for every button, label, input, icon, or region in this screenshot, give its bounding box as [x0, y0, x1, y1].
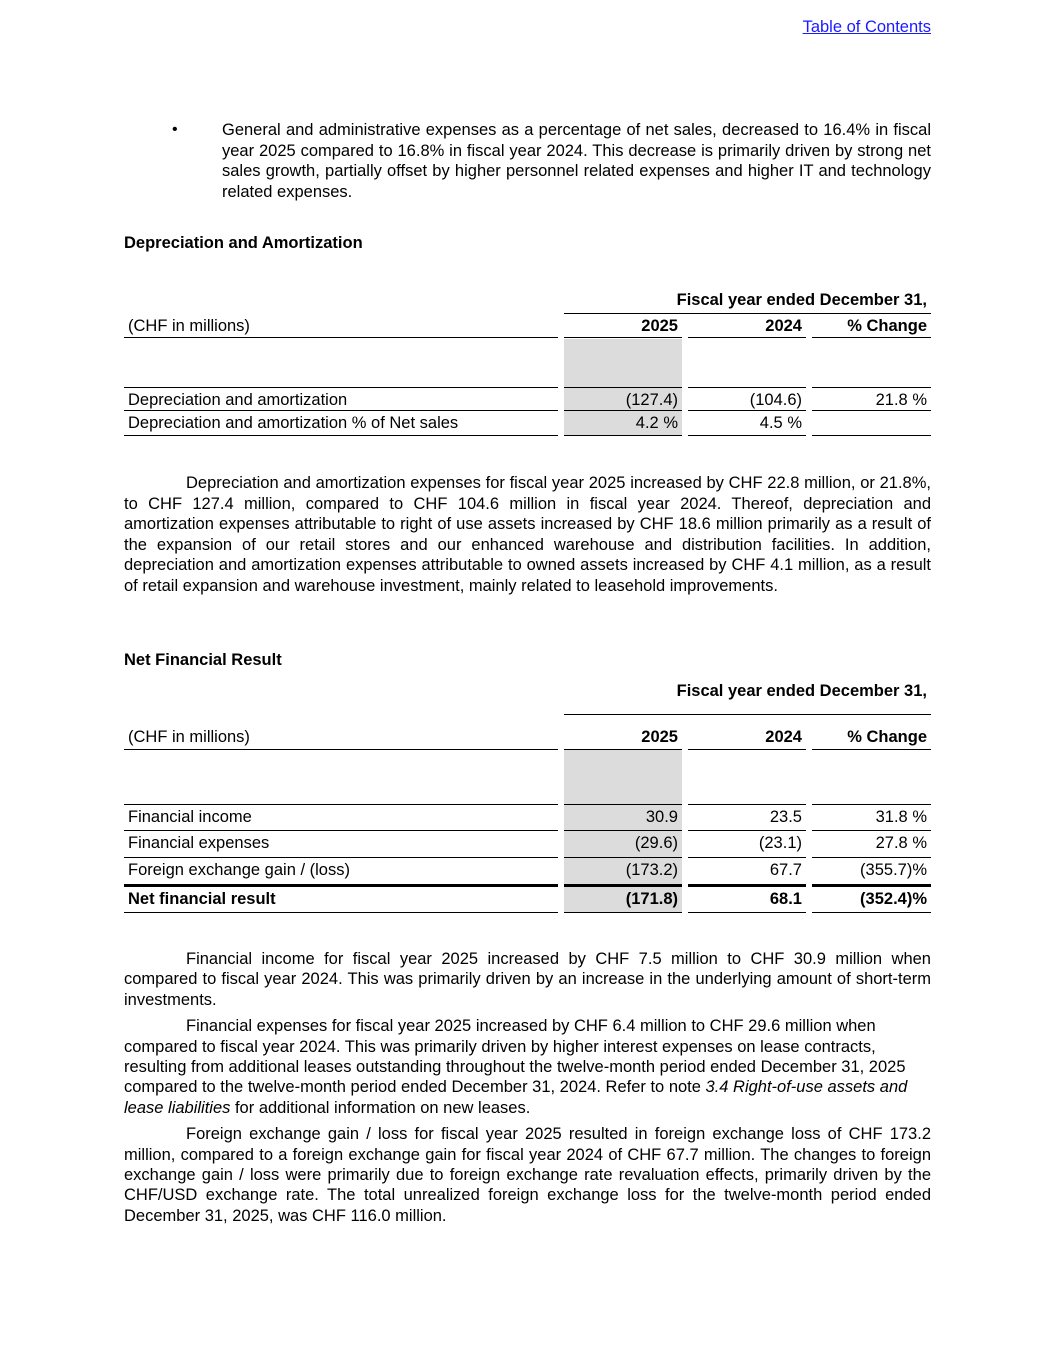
total-row-label: Net financial result [124, 884, 558, 913]
bullet-item [124, 120, 931, 203]
bullet-icon: • [172, 121, 178, 138]
net-financial-paragraphs [124, 949, 931, 1226]
table-cell-change: 31.8 % [812, 804, 931, 831]
bullet-text: General and administrative expenses as a percentage of net sales, decreased to 16.4% in fiscal year 2025 compared to 16.8% in fiscal year 2024. This decrease is primarily driven by strong net sales growth, partially offset by higher personnel related expenses and higher IT and technology related expenses. [222, 121, 931, 202]
table-cell-2025: (173.2) [564, 858, 682, 884]
col-header-2025: 2025 [564, 314, 682, 338]
unit-label: (CHF in millions) [124, 314, 558, 338]
col-header-2025: 2025 [564, 725, 682, 750]
paragraph-text: Depreciation and amortization expenses for fiscal year 2025 increased by CHF 22.8 million, or 21.8%, to CHF 127.4 million, compared to CHF 104.6 million in fiscal year 2024. Thereof, depreciation and amortization expenses attributable to right of use assets increased by CHF 18.6 million primarily as a result of the expansion of our retail stores and our enhanced warehouse and distribution facilities. In addition, depreciation and amortization expenses attributable to owned assets increased by CHF 4.1 million, as a result of retail expansion and warehouse investment, mainly related to leasehold improvements. [124, 474, 931, 595]
table-cell-2024: 67.7 [769, 861, 802, 879]
table-row-label: Depreciation and amortization [124, 387, 558, 411]
table-row-label: Depreciation and amortization % of Net sales [124, 411, 558, 436]
table-of-contents-link[interactable]: Table of Contents [802, 18, 931, 36]
table-cell-2025: (29.6) [564, 831, 682, 858]
financial-income-paragraph: Financial income for fiscal year 2025 increased by CHF 7.5 million to CHF 30.9 million when compared to fiscal year 2024. This was primarily driven by an increase in the underlying amount of short-term investments. [124, 950, 931, 1009]
period-header: Fiscal year ended December 31, [676, 682, 927, 700]
net-financial-heading: Net Financial Result [124, 651, 282, 669]
table-cell-2025: (127.4) [564, 387, 682, 411]
paragraph-text: for additional information on new leases. [230, 1098, 531, 1117]
table-cell-2024: 23.5 [688, 804, 806, 831]
financial-expenses-paragraph [124, 1016, 931, 1118]
note-reference: 3.4 Right-of-use assets and lease liabilities [124, 1078, 908, 1117]
table-cell-change: 21.8 % [812, 387, 931, 411]
period-header: Fiscal year ended December 31, [676, 291, 927, 309]
table-cell-change: (355.7)% [860, 861, 927, 879]
table-cell-2025: 30.9 [564, 804, 682, 831]
table-row-label: Financial income [124, 804, 558, 831]
depreciation-paragraph [124, 473, 931, 596]
spacer-shade [564, 339, 682, 387]
table-cell-2024: (104.6) [688, 387, 806, 411]
table-cell-2024: 4.5 % [688, 411, 806, 436]
total-cell-2024: 68.1 [688, 884, 806, 913]
total-cell-2025: (171.8) [564, 884, 682, 913]
col-header-change: % Change [812, 314, 931, 338]
spacer-shade [564, 750, 682, 804]
table-cell-2024: (23.1) [688, 831, 806, 858]
col-header-2024: 2024 [688, 314, 806, 338]
table-cell-2025: 4.2 % [564, 411, 682, 436]
table-cell-change [812, 411, 931, 436]
header-rule [564, 714, 931, 715]
table-row-label: Foreign exchange gain / (loss) [128, 861, 350, 879]
table-cell-change: 27.8 % [812, 831, 931, 858]
col-header-2024: 2024 [688, 725, 806, 750]
total-cell-change: (352.4)% [812, 884, 931, 913]
table-row-label: Financial expenses [124, 831, 558, 858]
unit-label: (CHF in millions) [124, 725, 558, 750]
paragraph-text: Financial expenses for fiscal year 2025 increased by CHF 6.4 million to CHF 29.6 million when compared to fiscal year 2024. This was primarily driven by higher interest expenses on lease contracts, resulting from additional leases outstanding throughout the twelve-month period ended December 31, 2025 compared to the twelve-month period ended December 31, 2024. Refer to note [124, 1017, 906, 1097]
depreciation-heading: Depreciation and Amortization [124, 234, 363, 252]
col-header-change: % Change [812, 725, 931, 750]
fx-paragraph: Foreign exchange gain / loss for fiscal year 2025 resulted in foreign exchange loss of CHF 173.2 million, compared to a foreign exchange gain for fiscal year 2024 of CHF 67.7 million. The changes to foreign exchange gain / loss were primarily due to foreign exchange rate revaluation effects, primarily driven by the CHF/USD exchange rate. The total unrealized foreign exchange loss for the twelve-month period ended December 31, 2025, was CHF 116.0 million. [124, 1125, 931, 1225]
